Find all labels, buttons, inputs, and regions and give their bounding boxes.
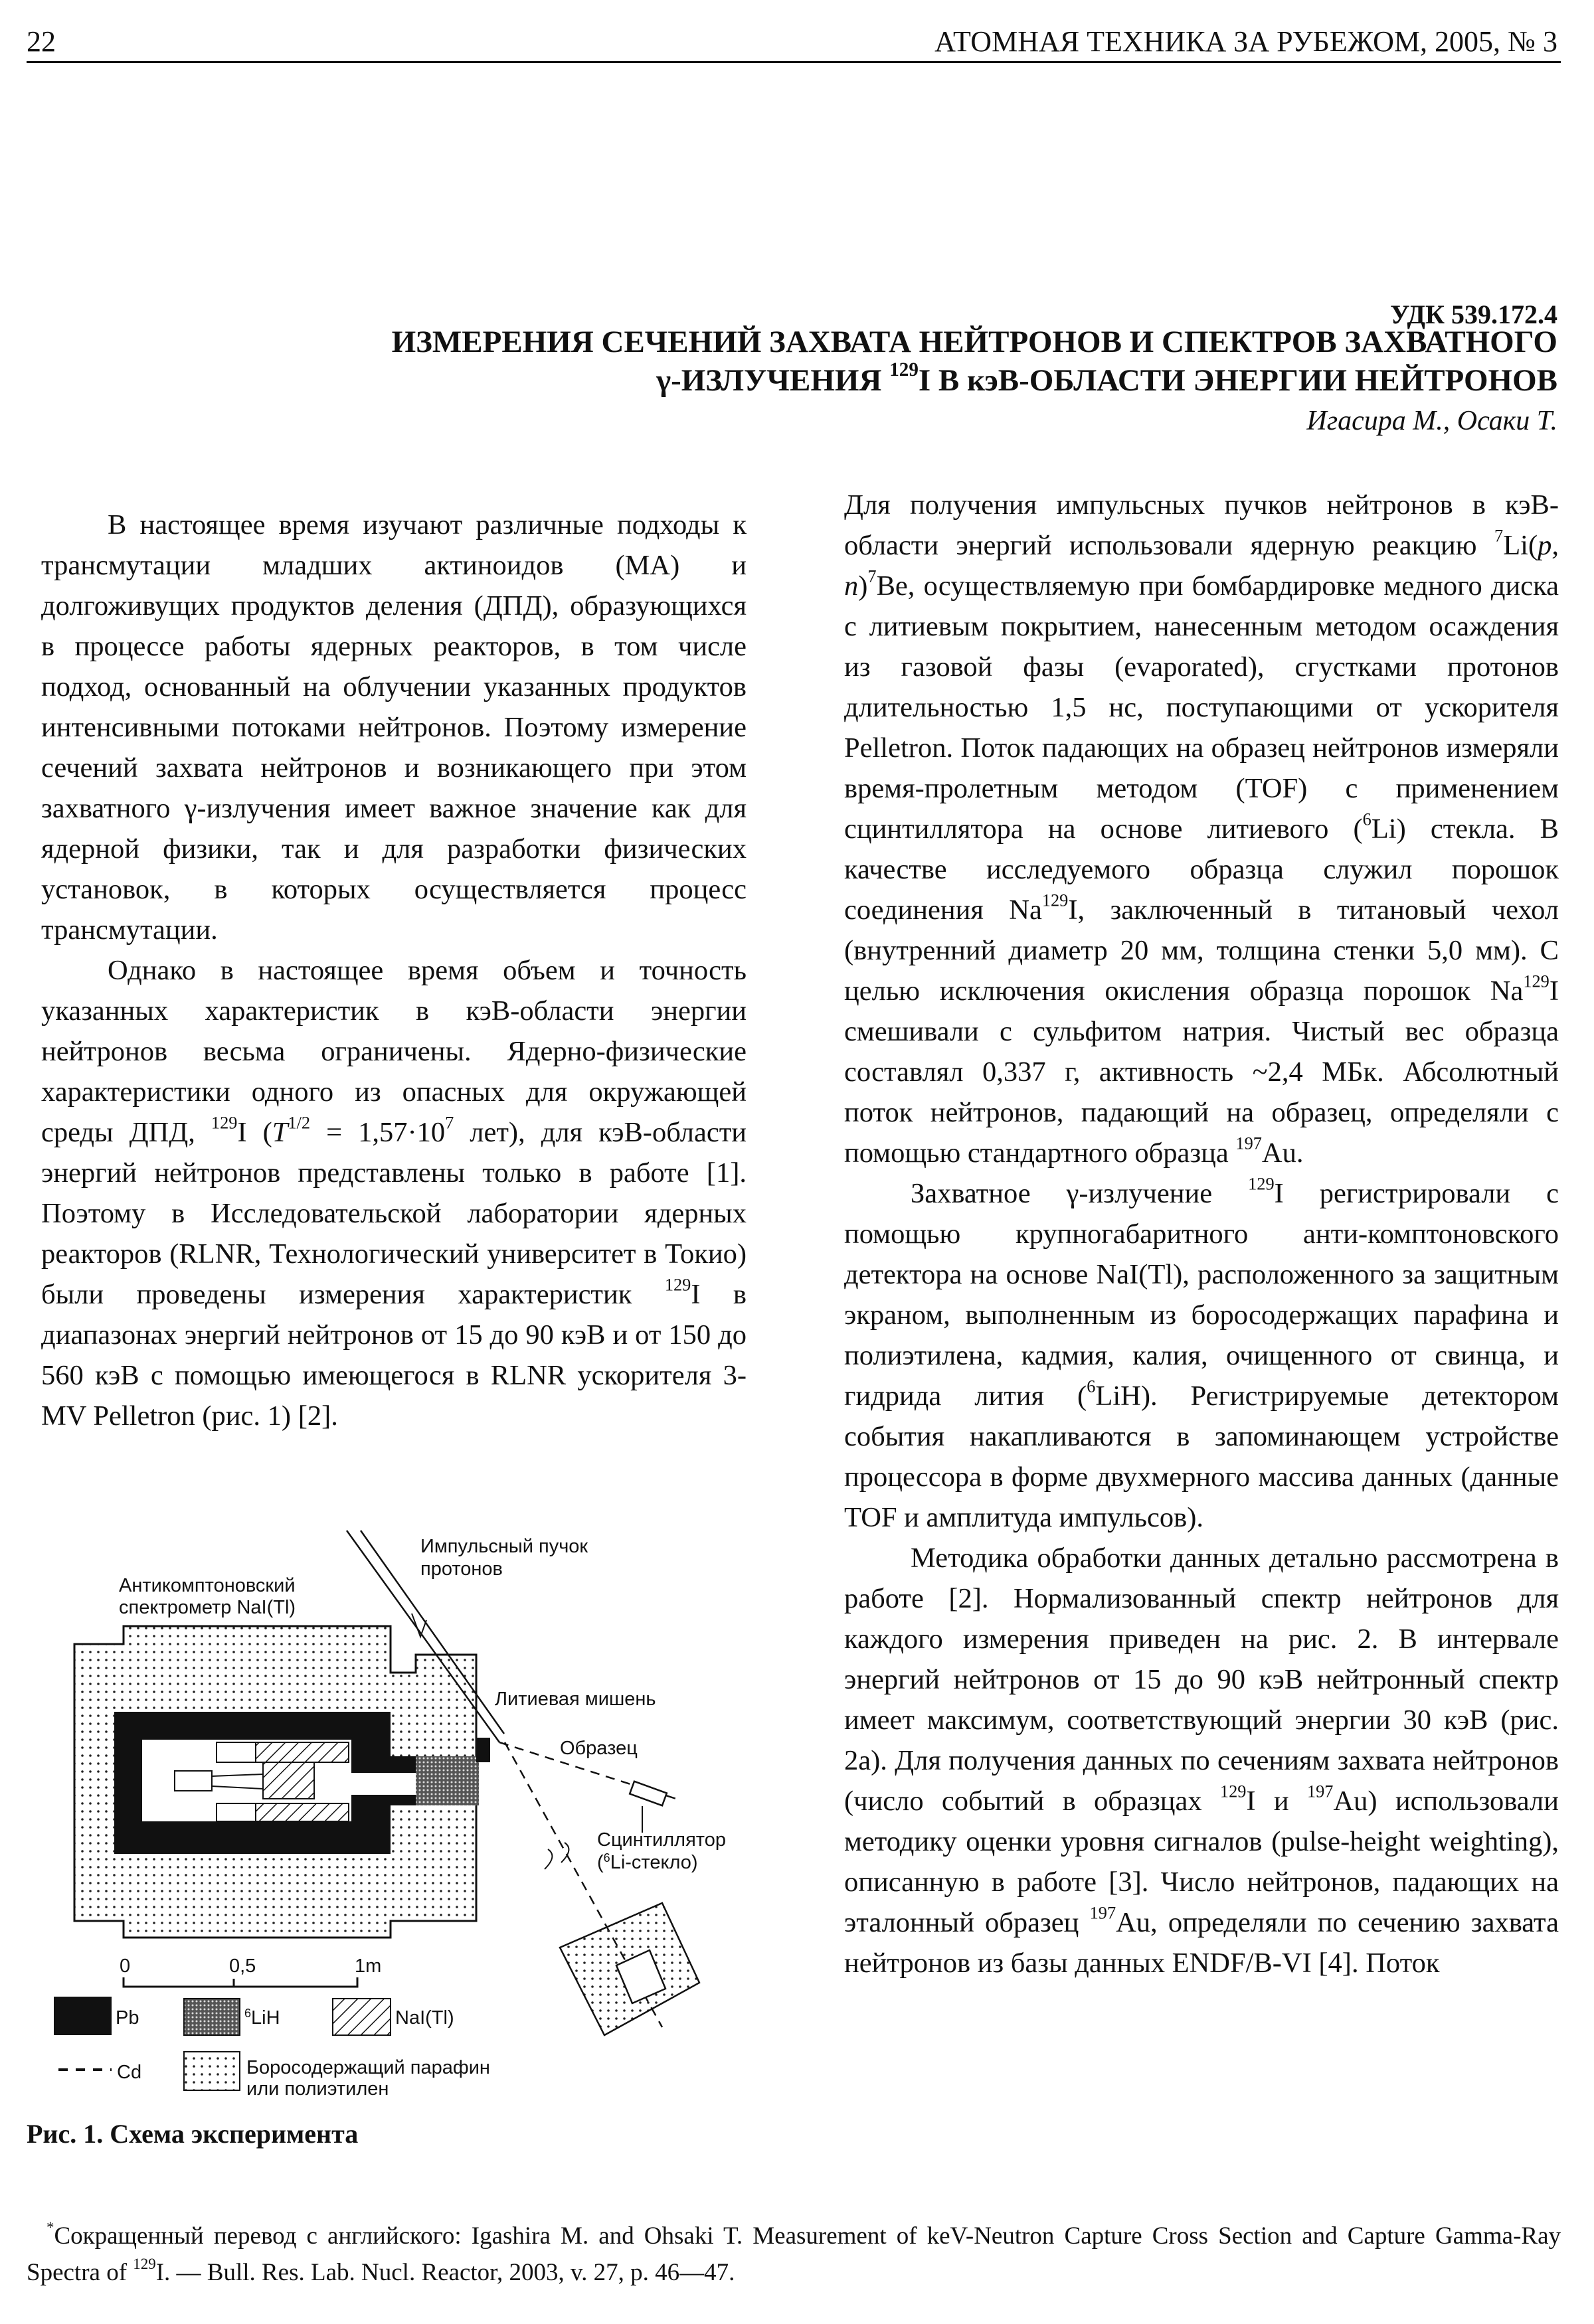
- text-run: I и: [1246, 1785, 1307, 1817]
- break-mark: [545, 1843, 569, 1869]
- text-run: Сокращенный перевод с английского: Igashira M. and Ohsaki T. Measurement of keV-Neutron Capture Cross Section and Capture Gamma-Ray Spectra of: [27, 2222, 1561, 2286]
- legend-swatch-nai: [333, 1999, 391, 2035]
- superscript: 129: [211, 1113, 238, 1133]
- label-spectrometer: Антикомптоновский: [119, 1575, 296, 1596]
- label-beam: Импульсный пучок: [420, 1536, 588, 1557]
- superscript: 129: [1523, 971, 1550, 991]
- nai-center: [263, 1762, 314, 1799]
- text-run: лет), для кэВ-области энергий нейтронов представлены только в работе [1]. Поэтому в Исследовательской лаборатории ядерных реакторов (RLNR, Технологический университет в Токио) были проведены измерения характеристик: [41, 1117, 747, 1310]
- page-number: 22: [27, 25, 56, 58]
- paragraph: [41, 950, 747, 1436]
- superscript: 129: [133, 2255, 156, 2272]
- label-sample: Образец: [560, 1738, 638, 1759]
- text-run: Be, осуществляемую при бомбардировке медного диска с литиевым покрытием, нанесенным методом осаждения из газовой фазы (evaporated), сгустками протонов длительностью 1,5 нс, поступающими от ускорителя Pelletron. Поток падающих на образец нейтронов измеряли время-пролетным методом (TOF) с применением сцинтиллятора на основе литиевого (: [844, 570, 1559, 845]
- superscript: *: [46, 2218, 54, 2236]
- text-run: I В кэВ-ОБЛАСТИ ЭНЕРГИИ НЕЙТРОНОВ: [918, 363, 1557, 398]
- scale-one: 1m: [355, 1955, 382, 1977]
- photomultiplier: [175, 1771, 212, 1791]
- paragraph: [844, 1538, 1559, 1983]
- article-title-line-2: [656, 359, 1557, 399]
- text-run: Однако в настоящее время объем и точность указанных характеристик в кэВ-области энергии нейтронов весьма ограничены. Ядерно-физические характеристики одного из опасных для окружающей среды ДПД,: [41, 955, 747, 1148]
- label-scintillator-glass: ($^6$Li-стекло): [597, 1851, 698, 1873]
- header-rule: [27, 61, 1561, 63]
- text-run: LiH). Регистрируемые детектором события накапливаются в запоминающем устройстве процессора в форме двухмерного массива данных (данные TOF и амплитуда импульсов).: [844, 1380, 1559, 1533]
- beam-channel: [319, 1773, 416, 1795]
- right-column: [844, 485, 1559, 1983]
- text-run: γ-ИЗЛУЧЕНИЯ: [656, 363, 890, 398]
- text-run: Au.: [1261, 1137, 1304, 1169]
- text-run: p, n: [844, 530, 1559, 602]
- experiment-diagram: [40, 1514, 770, 2125]
- text-run: I в диапазонах энергий нейтронов от 15 до 90 кэВ и от 150 до 560 кэВ с помощью имеющегося в RLNR ускорителя 3-MV Pelletron (рис. 1) [2].: [41, 1279, 747, 1432]
- legend-lih: $^6$LiH: [244, 2007, 280, 2029]
- text-run: T: [272, 1117, 288, 1148]
- superscript: 197: [1089, 1903, 1116, 1923]
- text-run: Au, определяли по сечению захвата нейтронов из базы данных ENDF/B-VI [4]. Поток: [844, 1907, 1559, 1979]
- superscript: 129: [1219, 1782, 1247, 1801]
- text-run: ИЗМЕРЕНИЯ СЕЧЕНИЙ ЗАХВАТА НЕЙТРОНОВ И СПЕКТРОВ ЗАХВАТНОГО: [391, 325, 1557, 359]
- legend-swatch-paraffin: [184, 2052, 240, 2090]
- scale-bar: [124, 1977, 357, 1987]
- text-run: Методика обработки данных детально рассмотрена в работе [2]. Нормализованный спектр нейтронов для каждого измерения приведен на рис. 2. В интервале энергий нейтронов от 15 до 90 кэВ нейтронный спектр имеет максимум, соответствующий энергии 30 кэВ (рис. 2а). Для получения данных по сечениям захвата нейтронов (число событий в образцах: [844, 1542, 1559, 1817]
- legend-pb: Pb: [116, 2007, 139, 2029]
- text-run: I (: [237, 1117, 272, 1148]
- text-run: Li) стекла. В качестве исследуемого образца служил порошок соединения Na: [844, 813, 1559, 926]
- legend-paraffin: Боросодержащий парафин: [246, 2057, 490, 2078]
- label-spectrometer: спектрометр NaI(Tl): [119, 1597, 296, 1618]
- text-run: Для получения импульсных пучков нейтронов в кэВ-области энергий использовали ядерную реакцию: [844, 489, 1559, 561]
- paragraph: [41, 505, 747, 950]
- legend-paraffin: или полиэтилен: [246, 2078, 389, 2100]
- superscript: 7: [445, 1113, 454, 1133]
- text-run: В настоящее время изучают различные подходы к трансмутации младших актиноидов (МА) и долгоживущих продуктов деления (ДПД), образующихся в процессе работы ядерных реакторов, в том числе подход, основанный на облучении указанных продуктов интенсивными потоками нейтронов. Поэтому измерение сечений захвата нейтронов и возникающего при этом захватного γ-излучения имеет важное значение как для ядерной физики, так и для разработки физических установок, в которых осуществляется процесс трансмутации.: [41, 509, 747, 946]
- scintillator: [630, 1782, 667, 1806]
- superscript: 7: [867, 566, 877, 586]
- superscript: 1/2: [288, 1113, 311, 1133]
- nai-bottom: [256, 1803, 349, 1821]
- footnote: [27, 2218, 1561, 2291]
- label-scintillator: Сцинтиллятор: [597, 1829, 727, 1851]
- superscript: 7: [1494, 526, 1504, 546]
- superscript: 197: [1235, 1133, 1262, 1153]
- nai-top: [256, 1742, 349, 1762]
- authors: Игасира М., Осаки Т.: [1306, 406, 1557, 436]
- target-block: [476, 1738, 490, 1762]
- detector-housing-bottom: [217, 1803, 256, 1821]
- superscript: 129: [889, 359, 919, 381]
- label-beam: протонов: [420, 1558, 503, 1580]
- superscript: 129: [1041, 890, 1069, 910]
- scale-half: 0,5: [229, 1955, 256, 1977]
- superscript: 129: [664, 1275, 691, 1295]
- text-run: Захватное γ-излучение: [911, 1178, 1249, 1209]
- paragraph: [844, 485, 1559, 1173]
- superscript: 197: [1306, 1782, 1334, 1801]
- text-run: I, заключенный в титановый чехол (внутренний диаметр 20 мм, толщина стенки 5,0 мм). С целью исключения окисления образца порошок Na: [844, 894, 1559, 1007]
- superscript: 129: [1248, 1174, 1275, 1194]
- paragraph: [844, 1173, 1559, 1538]
- superscript: 6: [1362, 809, 1372, 829]
- journal-header: АТОМНАЯ ТЕХНИКА ЗА РУБЕЖОМ, 2005, № 3: [934, 25, 1557, 58]
- text-run: ): [858, 570, 868, 602]
- text-run: I смешивали с сульфитом натрия. Чистый вес образца составлял 0,337 г, активность ~2,4 МБк. Абсолютный поток нейтронов, падающий на образец, определяли с помощью стандартного образца: [844, 975, 1559, 1169]
- text-run: Au) использовали методику оценки уровня сигналов (pulse-height weighting), описанную в работе [3]. Число нейтронов, падающих на эталонный образец: [844, 1785, 1559, 1938]
- legend-cd: Cd: [117, 2062, 142, 2083]
- superscript: 6: [1087, 1376, 1096, 1396]
- legend-swatch-pb: [54, 1997, 112, 2035]
- figure-caption: Рис. 1. Схема эксперимента: [27, 2119, 359, 2149]
- scale-zero: 0: [120, 1955, 131, 1977]
- label-lithium-target: Литиевая мишень: [495, 1689, 656, 1710]
- udk-code: УДК 539.172.4: [1390, 299, 1557, 329]
- text-run: I регистрировали с помощью крупногабаритного анти-комптоновского детектора на основе NaI(Tl), расположенного за защитным экраном, выполненным из боросодержащих парафина и полиэтилена, кадмия, калия, очищенного от свинца, и гидрида лития (: [844, 1178, 1559, 1412]
- legend-nai: NaI(Tl): [395, 2007, 454, 2029]
- left-column: [41, 505, 747, 1436]
- lih-shield: [416, 1756, 479, 1805]
- text-run: Li(: [1503, 530, 1538, 561]
- text-run: I. — Bull. Res. Lab. Nucl. Reactor, 2003, v. 27, p. 46—47.: [155, 2259, 735, 2286]
- detector-housing-top: [217, 1742, 256, 1762]
- legend-swatch-lih: [184, 1999, 240, 2035]
- article-title-line-1: [392, 323, 1557, 361]
- text-run: = 1,57·10: [310, 1117, 446, 1148]
